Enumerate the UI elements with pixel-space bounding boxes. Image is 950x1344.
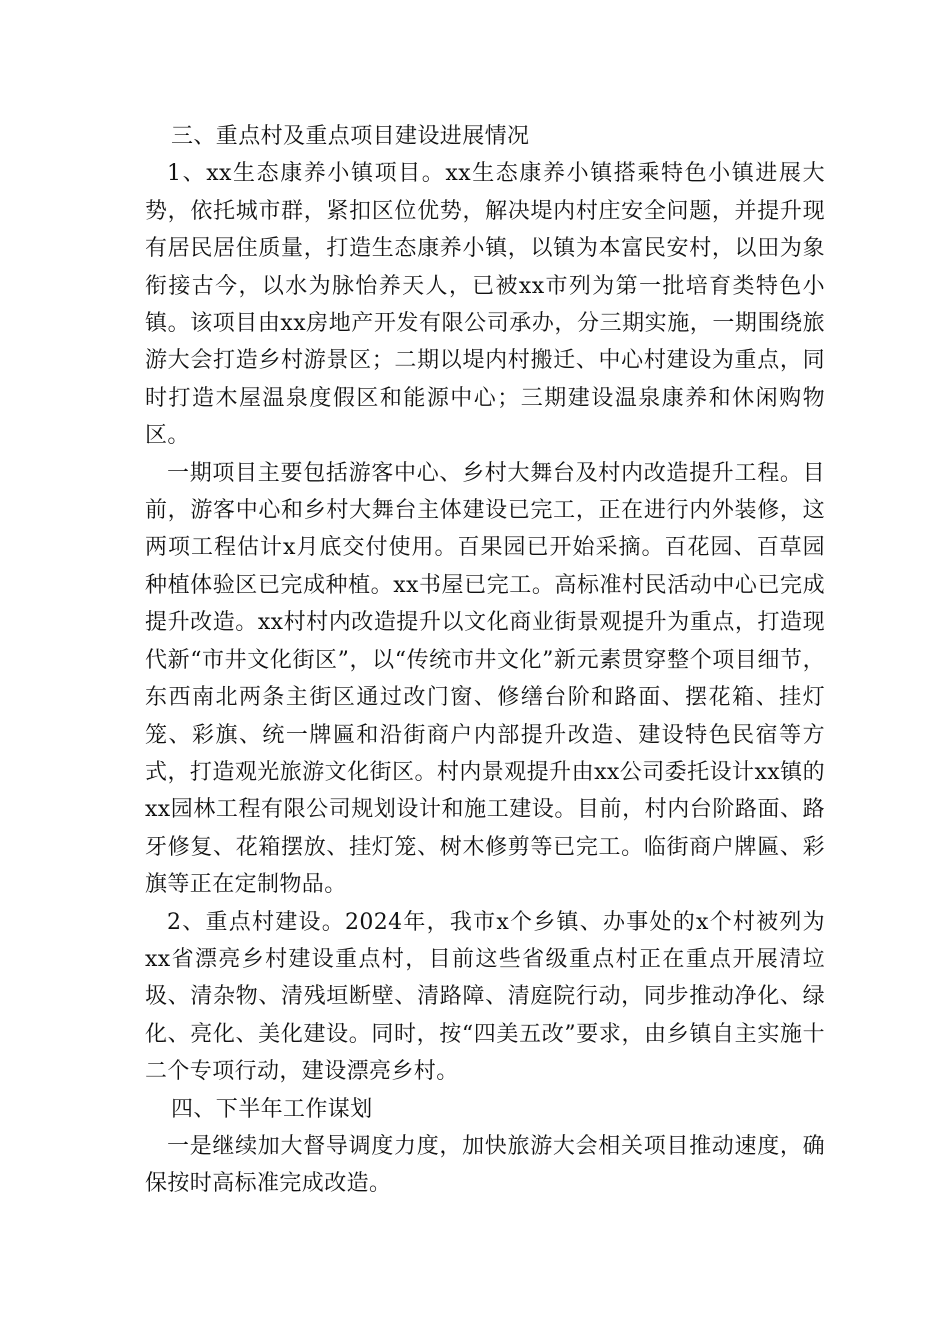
document-body	[145, 118, 825, 1203]
paragraph-plan-one: 一是继续加大督导调度力度，加快旅游大会相关项目推动速度，确保按时高标准完成改造。	[145, 1133, 825, 1197]
paragraph-key-villages: 2、重点村建设。2024年，我市x个乡镇、办事处的x个村被列为xx省漂亮乡村建设重点村，目前这些省级重点村正在重点开展清垃圾、清杂物、清残垣断壁、清路障、清庭院行动，同步推动净化、绿化、亮化、美化建设。同时，按“四美五改”要求，由乡镇自主实施十二个专项行动，建设漂亮乡村。	[145, 909, 825, 1085]
section-heading-4: 四、下半年工作谋划	[171, 1096, 373, 1122]
section-heading-3: 三、重点村及重点项目建设进展情况	[171, 124, 530, 149]
paragraph-phase-one: 一期项目主要包括游客中心、乡村大舞台及村内改造提升工程。目前，游客中心和乡村大舞台主体建设已完工，正在进行内外装修，这两项工程估计x月底交付使用。百果园已开始采摘。百花园、百草园种植体验区已完成种植。xx书屋已完工。高标准村民活动中心已完成提升改造。xx村村内改造提升以文化商业街景观提升为重点，打造现代新“市井文化街区”，以“传统市井文化”新元素贯穿整个项目细节，东西南北两条主街区通过改门窗、修缮台阶和路面、摆花箱、挂灯笼、彩旗、统一牌匾和沿街商户内部提升改造、建设特色民宿等方式，打造观光旅游文化街区。村内景观提升由xx公司委托设计xx镇的xx园林工程有限公司规划设计和施工建设。目前，村内台阶路面、路牙修复、花箱摆放、挂灯笼、树木修剪等已完工。临街商户牌匾、彩旗等正在定制物品。	[145, 460, 825, 898]
paragraph-eco-town-project: 1、xx生态康养小镇项目。xx生态康养小镇搭乘特色小镇进展大势，依托城市群，紧扣区位优势，解决堤内村庄安全问题，并提升现有居民居住质量，打造生态康养小镇，以镇为本富民安村，以田为象衔接古今，以水为脉怡养天人，已被xx市列为第一批培育类特色小镇。该项目由xx房地产开发有限公司承办，分三期实施，一期围绕旅游大会打造乡村游景区；二期以堤内村搬迁、中心村建设为重点，同时打造木屋温泉度假区和能源中心；三期建设温泉康养和休闲购物区。	[145, 161, 825, 449]
